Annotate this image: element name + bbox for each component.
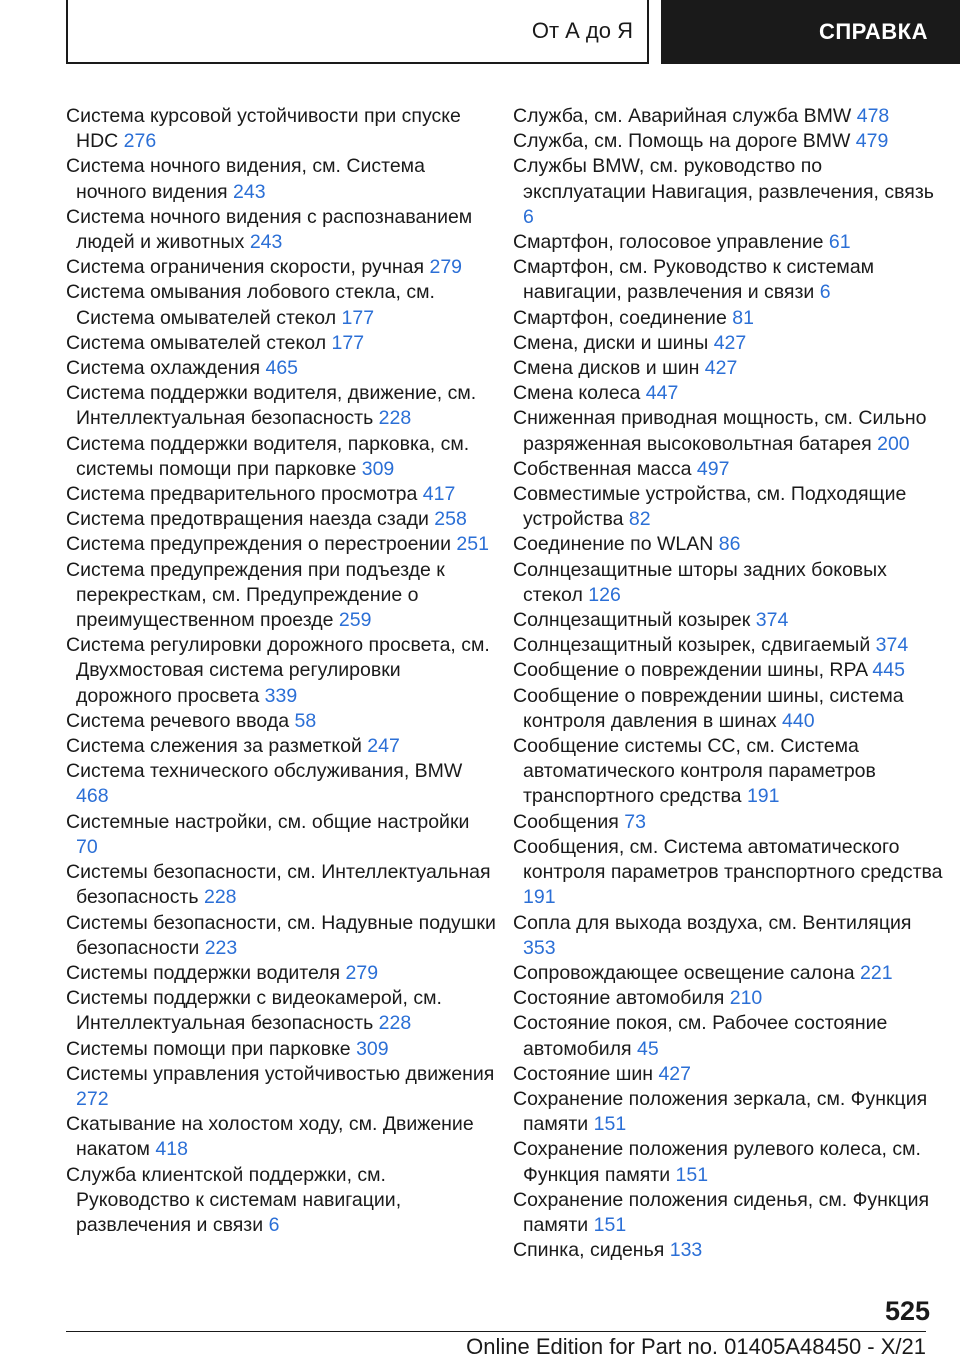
index-entry-text: Служба клиентской поддержки, см. Руководство к системам навигации, развлечения и связи [66,1163,402,1236]
index-entry [513,1011,943,1061]
index-entry [513,810,943,835]
index-entry-text: Система ограничения скорости, ручная [66,256,425,279]
index-entry-text: Службы BMW, см. руководство по эксплуатации Навигация, развлечения, связь [513,155,934,203]
footer-divider [66,1331,926,1332]
index-page-link[interactable]: 309 [361,457,395,480]
index-entry-text: Система регулировки дорожного просвета, см. Двухмостовая система регулировки дорожного просвета [66,634,490,707]
index-entry [513,1137,943,1187]
index-entry [66,759,496,809]
index-page-link[interactable]: 440 [782,709,815,732]
index-entry [513,406,943,456]
index-page-link[interactable]: 228 [203,886,237,909]
index-entry [66,860,496,910]
index-entry [513,129,943,154]
index-entry-text: Сохранение положения рулевого колеса, см. Функция памяти [513,1138,921,1186]
index-page-link[interactable]: 200 [877,432,910,455]
index-entry [66,482,496,507]
index-entry [66,381,496,431]
index-entry [66,911,496,961]
index-page-link[interactable]: 418 [155,1138,188,1161]
index-entry-text: Системы безопасности, см. Интеллектуальная безопасность [66,861,491,909]
index-entry [66,1112,496,1162]
index-entry-text: Сопла для выхода воздуха, см. Вентиляция [513,911,912,934]
index-entry [66,810,496,860]
index-entry-text: Соединение по WLAN [513,533,714,556]
index-entry [66,558,496,634]
index-entry-text: Собственная масса [513,457,692,480]
index-entry [66,255,496,280]
index-page-link[interactable]: 177 [341,306,375,329]
index-page-link[interactable]: 279 [345,961,379,984]
index-entry [513,684,943,734]
index-column-left [66,104,496,1238]
index-page-link[interactable]: 151 [593,1213,627,1236]
index-column-right [513,104,943,1263]
index-entry [513,104,943,129]
index-page-link[interactable]: 353 [523,936,556,959]
index-entry [66,961,496,986]
index-entry-text: Системы безопасности, см. Надувные подушки безопасности [66,911,496,959]
index-page-link[interactable]: 478 [856,105,890,127]
index-page-link[interactable]: 247 [367,735,400,758]
footer-edition: Online Edition for Part no. 01405A48450 - X/21 [466,1334,926,1359]
index-page-link[interactable]: 445 [872,659,905,682]
index-page-link[interactable]: 465 [265,357,299,380]
index-entry [513,633,943,658]
index-entry-text: Солнцезащитный козырек, сдвигаемый [513,634,871,657]
index-page-link[interactable]: 272 [76,1087,109,1110]
index-entry [513,230,943,255]
index-page-link[interactable]: 468 [76,785,109,808]
index-entry [513,356,943,381]
index-page-link[interactable]: 479 [855,130,889,153]
index-entry-text: Смена колеса [513,382,641,405]
index-entry [513,658,943,683]
index-page-link[interactable]: 259 [338,609,372,632]
chapter-tab-label: СПРАВКА [818,19,928,44]
index-entry-text: Система ночного видения с распознаванием людей и животных [66,205,473,254]
index-entry-text: Состояние шин [513,1062,654,1085]
index-entry [66,532,496,557]
index-page-link[interactable]: 191 [746,785,780,808]
index-entry [66,734,496,759]
index-page-link[interactable]: 228 [378,407,412,430]
index-page-link[interactable]: 61 [828,231,851,254]
index-page-link[interactable]: 6 [268,1213,280,1236]
index-entry [513,986,943,1011]
index-entry [513,734,943,810]
index-entry-text: Системы поддержки с видеокамерой, см. Интеллектуальная безопасность [66,987,442,1035]
index-entry-text: Состояние покоя, см. Рабочее состояние автомобиля [513,1012,888,1060]
index-entry [513,154,943,230]
index-entry [513,1238,943,1263]
index-page-link[interactable]: 374 [875,634,909,657]
index-page-link[interactable]: 228 [378,1012,412,1035]
index-entry [66,154,496,204]
index-page-link[interactable]: 339 [264,684,298,707]
index-entry-text: Сохранение положения зеркала, см. Функция памяти [513,1087,928,1136]
index-entry-text: Система предварительного просмотра [66,483,418,506]
index-entry-text: Сообщения [513,810,619,833]
index-page-link[interactable]: 258 [434,508,467,531]
index-page-link[interactable]: 6 [819,281,831,304]
index-entry-text: Спинка, сиденья [513,1239,665,1262]
index-entry-text: Служба, см. Помощь на дороге BMW [513,130,851,153]
index-entry-text: Система предотвращения наезда сзади [66,508,429,531]
index-page-link[interactable]: 497 [696,457,730,480]
index-page-link[interactable]: 427 [658,1062,691,1085]
index-entry [513,1087,943,1137]
index-entry-text: Система технического обслуживания, BMW [66,760,463,783]
index-entry-text: Система омывания лобового стекла, см. Система омывателей стекол [66,281,435,329]
page-number: 525 [884,1296,930,1326]
index-entry [513,306,943,331]
chapter-tab[interactable] [661,0,960,64]
index-entry-text: Система речевого ввода [66,709,290,732]
section-tab-label: От А до Я [531,18,633,43]
index-entry-text: Сохранение положения сиденья, см. Функция памяти [513,1188,930,1236]
index-entry [513,532,943,557]
index-entry [66,507,496,532]
index-entry [513,482,943,532]
index-entry-text: Совместимые устройства, см. Подходящие устройства [513,483,907,531]
index-entry-text: Сообщение о повреждении шины, система контроля давления в шинах [513,684,904,732]
index-page-link[interactable]: 243 [233,180,266,203]
index-page-link[interactable]: 58 [294,709,317,732]
index-entry [66,331,496,356]
index-entry-text: Солнцезащитные шторы задних боковых стекол [513,558,887,606]
index-entry [513,1188,943,1238]
index-page-link[interactable]: 73 [624,810,646,833]
index-entry [513,911,943,961]
index-page-link[interactable]: 309 [356,1037,389,1060]
index-page-link[interactable]: 276 [123,130,157,153]
index-page-link[interactable]: 126 [588,583,621,606]
index-entry-text: Система охлаждения [66,357,261,380]
index-page-link[interactable]: 427 [704,357,738,380]
index-page-link[interactable]: 251 [456,533,489,556]
index-entry [513,331,943,356]
index-page-link[interactable]: 151 [675,1163,709,1186]
index-entry-text: Смартфон, см. Руководство к системам навигации, развлечения и связи [513,256,875,304]
index-entry-text: Система слежения за разметкой [66,735,362,758]
index-page-link[interactable]: 447 [645,382,679,405]
index-entry-text: Сниженная приводная мощность, см. Сильно разряженная высоковольтная батарея [513,407,927,455]
index-page-link[interactable]: 279 [429,256,463,279]
index-entry-text: Система предупреждения о перестроении [66,533,451,556]
index-entry-text: Смартфон, голосовое управление [513,231,824,254]
index-entry [66,986,496,1036]
index-entry [513,1062,943,1087]
index-page-link[interactable]: 81 [732,306,754,329]
index-page-link[interactable]: 151 [593,1113,627,1136]
index-entry-text: Служба, см. Аварийная служба BMW [513,105,852,127]
index-entry [513,381,943,406]
index-entry-text: Скатывание на холостом ходу, см. Движение накатом [66,1113,474,1161]
index-page-link[interactable]: 374 [755,609,789,632]
index-entry [66,356,496,381]
index-entry-text: Сообщение системы CC, см. Система автоматического контроля параметров транспортного средства [513,735,876,808]
index-entry [66,280,496,330]
index-entry [66,709,496,734]
index-entry [513,255,943,305]
index-entry [513,608,943,633]
index-page-link[interactable]: 82 [628,508,651,531]
index-page-link[interactable]: 45 [637,1037,659,1060]
index-entry-text: Системы помощи при парковке [66,1037,351,1060]
index-entry [513,961,943,986]
index-entry-text: Смартфон, соединение [513,306,727,329]
index-entry-text: Система предупреждения при подъезде к перекресткам, см. Предупреждение о преимущественном проезде [66,558,445,632]
index-entry-text: Смена дисков и шин [513,357,700,380]
index-entry-text: Сообщения, см. Система автоматического контроля параметров транспортного средства [513,835,943,884]
index-page-link[interactable]: 70 [76,835,98,858]
index-entry-text: Система поддержки водителя, движение, см. Интеллектуальная безопасность [66,382,477,430]
index-entry-text: Система курсовой устойчивости при спуске HDC [66,105,461,153]
index-entry [66,633,496,709]
index-page-link[interactable]: 243 [249,231,283,254]
index-entry [513,835,943,911]
section-tab[interactable] [66,0,649,64]
index-entry-text: Системы поддержки водителя [66,961,341,984]
index-entry [66,104,496,154]
index-entry-text: Система поддержки водителя, парковка, см. системы помощи при парковке [66,432,470,480]
index-entry [513,558,943,608]
index-entry-text: Сопровождающее освещение салона [513,961,855,984]
index-page-link[interactable]: 6 [523,205,534,228]
index-entry [66,432,496,482]
index-entry-text: Смена, диски и шины [513,331,709,354]
index-page-link[interactable]: 223 [204,936,238,959]
index-page-link[interactable]: 427 [713,331,747,354]
index-entry-text: Системы управления устойчивостью движения [66,1062,495,1085]
index-page-link[interactable]: 221 [860,961,893,984]
index-page-link[interactable]: 177 [331,331,365,354]
index-entry-text: Система ночного видения, см. Система ночного видения [66,155,425,203]
index-entry-text: Сообщение о повреждении шины, RPA [513,659,867,682]
index-entry [513,457,943,482]
index-entry-text: Система омывателей стекол [66,331,327,354]
index-page-link[interactable]: 133 [669,1239,703,1262]
index-page-link[interactable]: 191 [523,886,556,909]
index-entry [66,1037,496,1062]
index-entry [66,205,496,255]
index-entry [66,1163,496,1239]
index-entry-text: Системные настройки, см. общие настройки [66,810,470,833]
index-page-link[interactable]: 86 [718,533,741,556]
index-entry-text: Солнцезащитный козырек [513,609,751,632]
index-page-link[interactable]: 417 [422,483,456,506]
index-page-link[interactable]: 210 [729,987,763,1010]
index-entry [66,1062,496,1112]
index-entry-text: Состояние автомобиля [513,987,725,1010]
